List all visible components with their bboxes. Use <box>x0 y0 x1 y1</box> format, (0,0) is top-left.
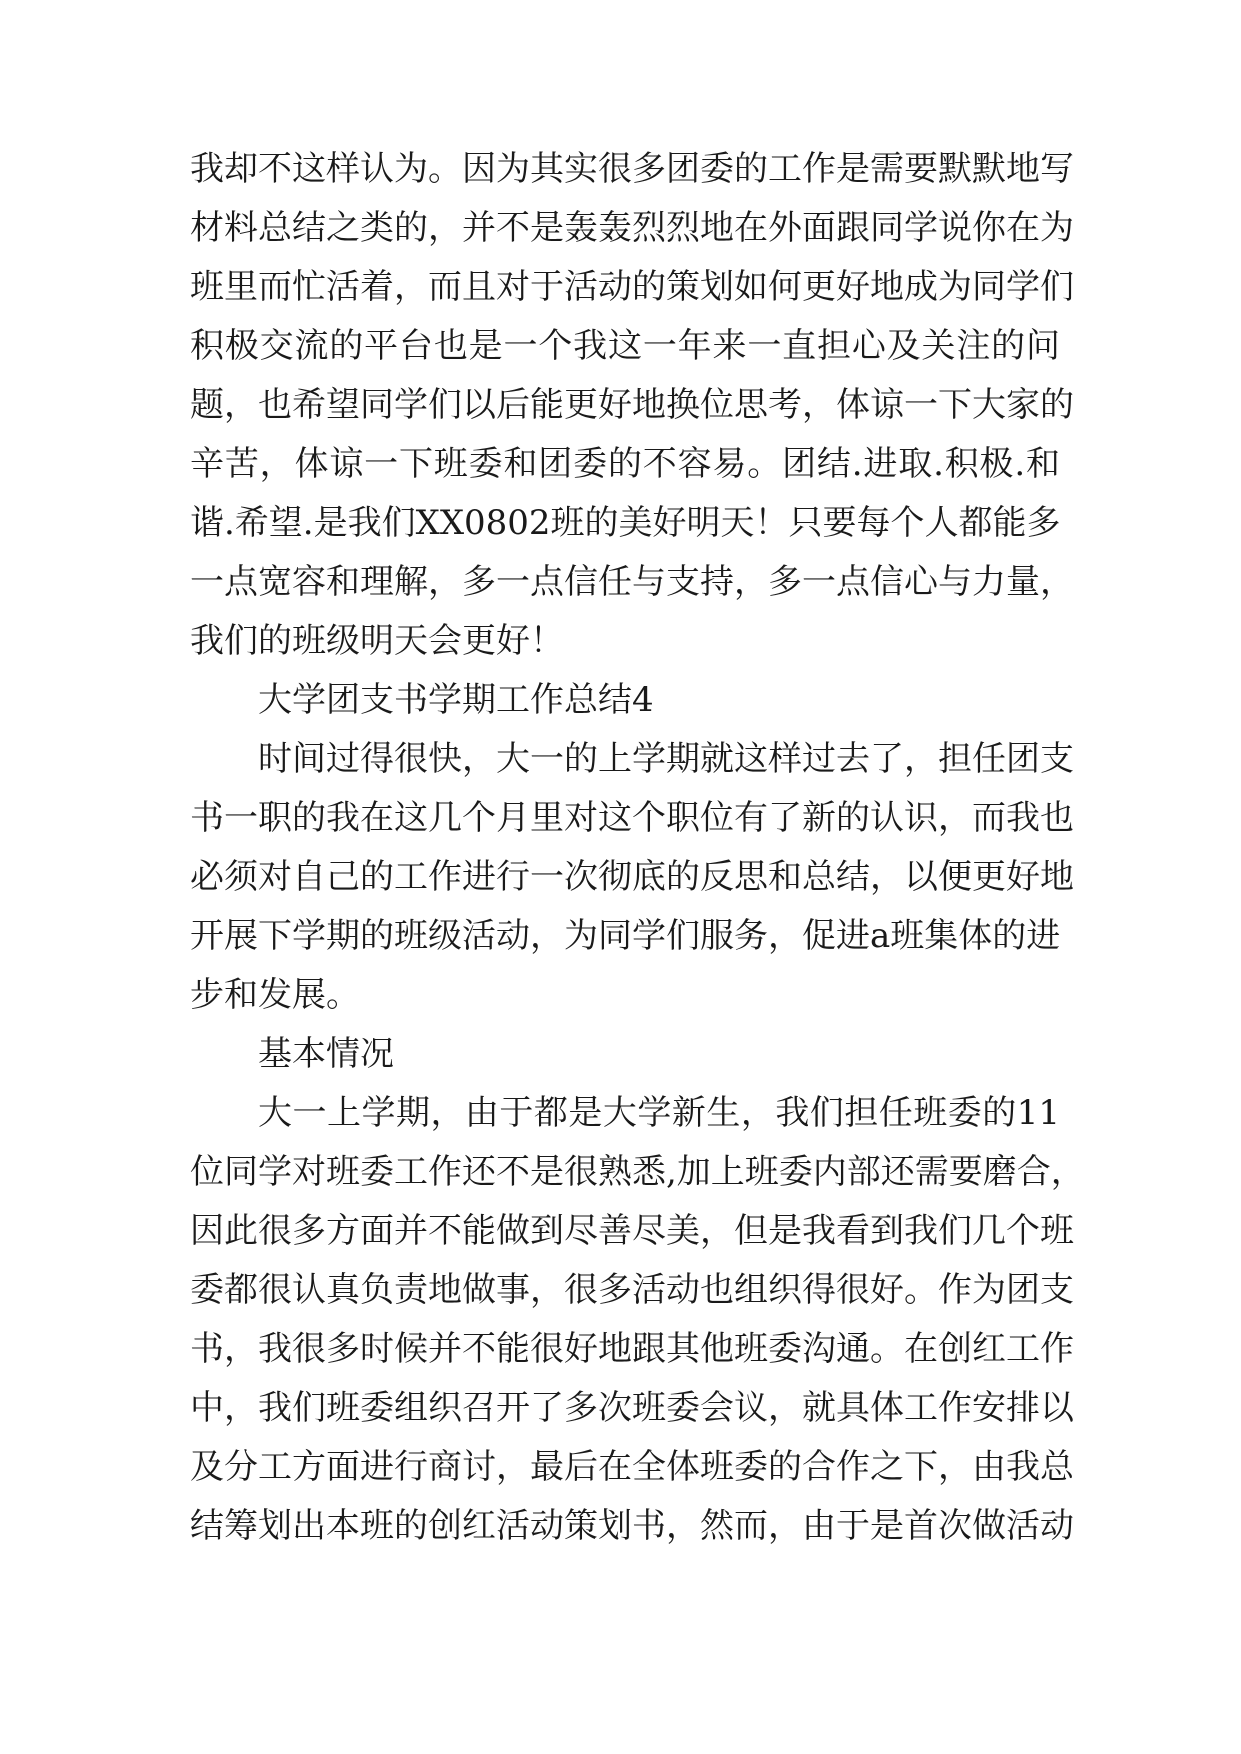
text-line: 必须对自己的工作进行一次彻底的反思和总结，以便更好地 <box>190 857 1074 897</box>
section-heading: 大学团支书学期工作总结4 <box>258 680 654 720</box>
text-line: 位同学对班委工作还不是很熟悉,加上班委内部还需要磨合， <box>190 1152 1085 1192</box>
text-line: 我们的班级明天会更好！ <box>190 621 564 661</box>
text-line: 我却不这样认为。因为其实很多团委的工作是需要默默地写 <box>190 149 1074 189</box>
text-line: 辛苦，体谅一下班委和团委的不容易。团结.进取.积极.和 <box>190 444 1060 484</box>
text-line: 班里而忙活着，而且对于活动的策划如何更好地成为同学们 <box>190 267 1074 307</box>
text-line: 一点宽容和理解，多一点信任与支持，多一点信心与力量， <box>190 562 1074 602</box>
text-line: 谐.希望.是我们XX0802班的美好明天！只要每个人都能多 <box>190 503 1061 543</box>
text-line: 积极交流的平台也是一个我这一年来一直担心及关注的问 <box>190 326 1060 366</box>
text-line: 书，我很多时候并不能很好地跟其他班委沟通。在创红工作 <box>190 1329 1074 1369</box>
text-line: 大一上学期，由于都是大学新生，我们担任班委的11 <box>258 1093 1060 1133</box>
text-line: 及分工方面进行商讨，最后在全体班委的合作之下，由我总 <box>190 1447 1074 1487</box>
section-heading: 基本情况 <box>258 1034 394 1074</box>
text-line: 因此很多方面并不能做到尽善尽美，但是我看到我们几个班 <box>190 1211 1074 1251</box>
text-line: 结筹划出本班的创红活动策划书，然而，由于是首次做活动 <box>190 1506 1074 1546</box>
text-line: 步和发展。 <box>190 975 360 1015</box>
text-line: 开展下学期的班级活动，为同学们服务，促进a班集体的进 <box>190 916 1061 956</box>
text-line: 委都很认真负责地做事，很多活动也组织得很好。作为团支 <box>190 1270 1074 1310</box>
text-line: 中，我们班委组织召开了多次班委会议，就具体工作安排以 <box>190 1388 1074 1428</box>
text-line: 题，也希望同学们以后能更好地换位思考，体谅一下大家的 <box>190 385 1074 425</box>
text-line: 时间过得很快，大一的上学期就这样过去了，担任团支 <box>258 739 1074 779</box>
document-body <box>190 140 1085 1556</box>
text-line: 材料总结之类的，并不是轰轰烈烈地在外面跟同学说你在为 <box>190 208 1074 248</box>
text-line: 书一职的我在这几个月里对这个职位有了新的认识，而我也 <box>190 798 1074 838</box>
